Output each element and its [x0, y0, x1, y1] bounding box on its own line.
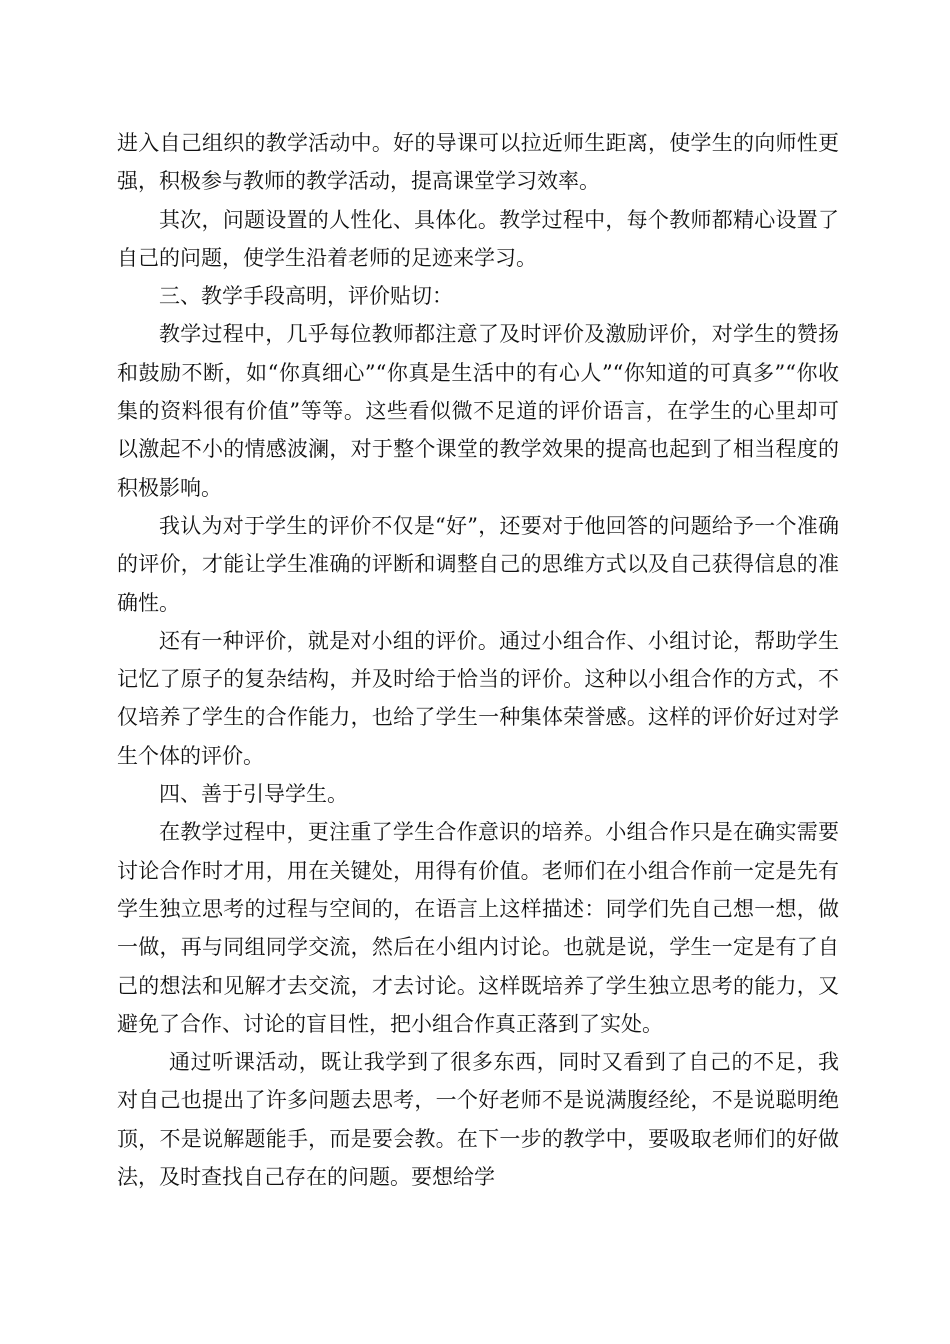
- paragraph-reflection: 通过听课活动，既让我学到了很多东西，同时又看到了自己的不足，我对自己也提出了许多问题去思考，一个好老师不是说满腹经纶，不是说聪明绝顶，不是说解题能手，而是要会教。在下一步的教学中，要吸取老师们的好做法，及时查找自己存在的问题。要想给学: [117, 1050, 839, 1190]
- section-heading-3: 三、教学手段高明，评价贴切：: [159, 284, 453, 309]
- paragraph-question-setting: 其次，问题设置的人性化、具体化。教学过程中，每个教师都精心设置了自己的问题，使学生沿着老师的足迹来学习。: [117, 207, 839, 270]
- section-heading-4: 四、善于引导学生。: [159, 782, 348, 807]
- paragraph-timely-evaluation: 教学过程中，几乎每位教师都注意了及时评价及激励评价，对学生的赞扬和鼓励不断，如“你真细心”“你真是生活中的有心人”“你知道的可真多”“你收集的资料很有价值”等等。这些看似微不足道的评价语言，在学生的心里却可以激起不小的情感波澜，对于整个课堂的教学效果的提高也起到了相当程度的积极影响。: [117, 322, 839, 500]
- paragraph-continuation: 进入自己组织的教学活动中。好的导课可以拉近师生距离，使学生的向师性更强，积极参与教师的教学活动，提高课堂学习效率。: [117, 131, 839, 194]
- document-body: [117, 124, 839, 1196]
- paragraph-cooperation: 在教学过程中，更注重了学生合作意识的培养。小组合作只是在确实需要讨论合作时才用，用在关键处，用得有价值。老师们在小组合作前一定是先有学生独立思考的过程与空间的，在语言上这样描述：同学们先自己想一想，做一做，再与同组同学交流，然后在小组内讨论。也就是说，学生一定是有了自己的想法和见解才去交流，才去讨论。这样既培养了学生独立思考的能力，又避免了合作、讨论的盲目性，把小组合作真正落到了实处。: [117, 820, 839, 1036]
- paragraph-group-evaluation: 还有一种评价，就是对小组的评价。通过小组合作、小组讨论，帮助学生记忆了原子的复杂结构，并及时给于恰当的评价。这种以小组合作的方式，不仅培养了学生的合作能力，也给了学生一种集体荣誉感。这样的评价好过对学生个体的评价。: [117, 628, 839, 768]
- paragraph-accurate-evaluation: 我认为对于学生的评价不仅是“好”，还要对于他回答的问题给予一个准确的评价，才能让学生准确的评断和调整自己的思维方式以及自己获得信息的准确性。: [117, 513, 839, 615]
